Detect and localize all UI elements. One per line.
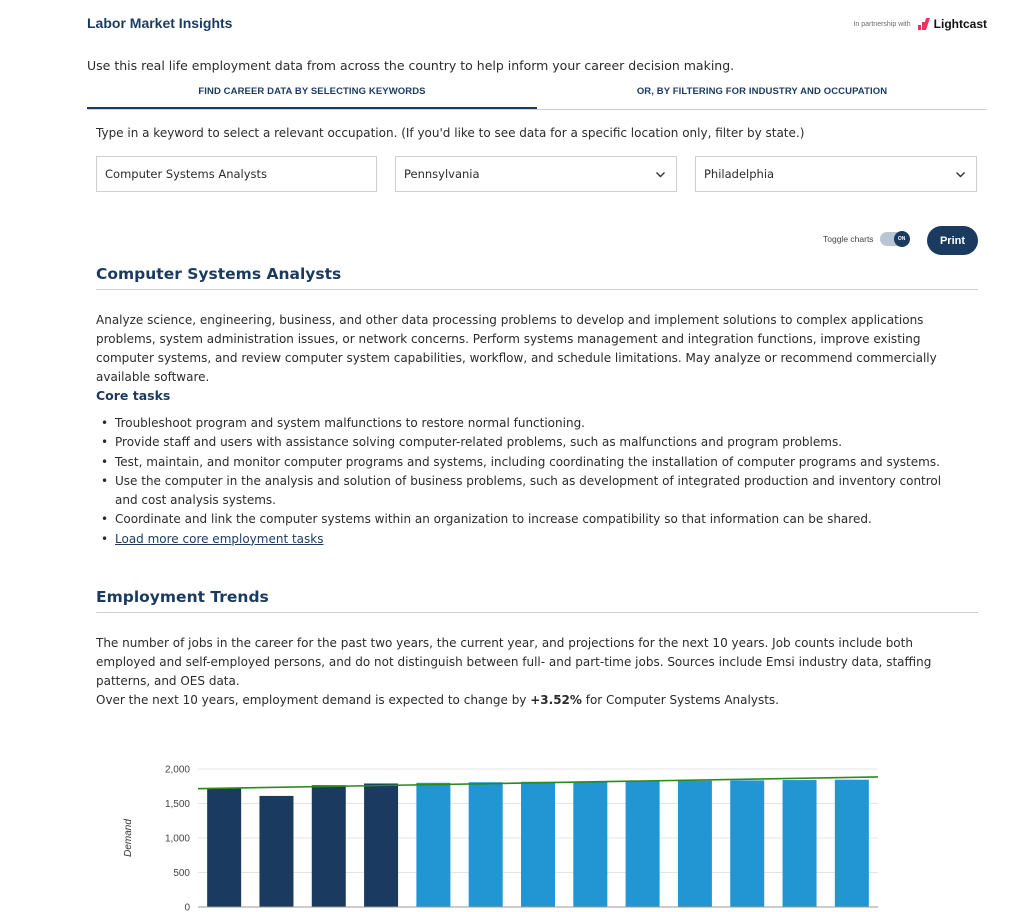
- search-hint: Type in a keyword to select a relevant occupation. (If you'd like to see data for a specific location only, filter by state.): [96, 126, 805, 140]
- historical-bar: [259, 796, 293, 907]
- historical-bar: [207, 788, 241, 907]
- projected-bar: [521, 782, 555, 907]
- task-item: [115, 530, 965, 549]
- task-item: • Test, maintain, and monitor computer programs and systems, including coordinating the installation of computer programs and systems.: [115, 453, 965, 472]
- partner-text: In partnership with: [853, 20, 911, 28]
- chevron-down-icon: [955, 169, 966, 180]
- projected-bar: [730, 780, 764, 907]
- occupation-description: Analyze science, engineering, business, and other data processing problems to develop and implement solutions to complex applications problems, system administration issues, or network concerns. Perform systems management and integration functions, improve existing computer systems, and review computer system capabilities, workflow, and schedule limitations. May analyze or recommend commercially available software.: [96, 313, 937, 384]
- y-axis-label: Demand: [123, 819, 134, 857]
- projected-bar: [416, 783, 450, 907]
- core-tasks-list: [115, 414, 965, 549]
- toggle-label: Toggle charts: [823, 234, 874, 244]
- summary-suffix: for Computer Systems Analysts.: [581, 693, 779, 707]
- y-tick-label: 0: [184, 902, 190, 912]
- employment-trends-description: The number of jobs in the career for the past two years, the current year, and projections for the next 10 years. Job counts include both employed and self-employed persons, and do not distinguish between full- and part-time jobs. Sources include Emsi industry data, staffing patterns, and OES data.: [96, 636, 932, 688]
- brand-name: Lightcast: [933, 17, 987, 31]
- core-tasks-heading: Core tasks: [96, 388, 171, 403]
- toggle-knob: ON: [894, 231, 910, 247]
- print-button[interactable]: Print: [927, 226, 978, 255]
- page-title: Labor Market Insights: [87, 15, 233, 31]
- y-tick-label: 500: [173, 868, 190, 879]
- task-item: • Provide staff and users with assistance solving computer-related problems, such as malfunctions and program problems.: [115, 433, 965, 452]
- y-tick-label: 1,000: [164, 833, 190, 845]
- projected-bar: [573, 781, 607, 907]
- task-item: • Troubleshoot program and system malfunctions to restore normal functioning.: [115, 414, 965, 433]
- summary-percent: +3.52%: [530, 693, 582, 707]
- task-item: • Coordinate and link the computer systems within an organization to increase compatibility so that information can be shared.: [115, 510, 965, 529]
- projected-bar: [835, 780, 869, 907]
- y-tick-label: 1,500: [164, 799, 190, 810]
- partner-badge: [853, 17, 987, 31]
- projected-bar: [678, 781, 712, 907]
- keyword-value: Computer Systems Analysts: [105, 167, 268, 181]
- historical-bar: [364, 783, 398, 907]
- state-select[interactable]: [395, 156, 677, 192]
- chart-toggle-control: [823, 232, 909, 246]
- employment-trends-summary: [96, 691, 976, 710]
- employment-trends-title: Employment Trends: [96, 588, 978, 613]
- intro-text: Use this real life employment data from across the country to help inform your career decision making.: [87, 58, 735, 73]
- task-item: • Use the computer in the analysis and solution of business problems, such as development of integrated production and inventory control and cost analysis systems.: [115, 472, 965, 511]
- load-more-tasks-link[interactable]: Load more core employment tasks: [115, 531, 324, 546]
- keyword-input[interactable]: [96, 156, 377, 192]
- projected-bar: [783, 780, 817, 907]
- chevron-down-icon: [655, 169, 666, 180]
- employment-demand-chart: [120, 760, 890, 912]
- state-value: Pennsylvania: [404, 167, 480, 181]
- y-tick-label: 2,000: [164, 764, 190, 776]
- tab-industry-occupation[interactable]: OR, BY FILTERING FOR INDUSTRY AND OCCUPATION: [636, 86, 888, 97]
- historical-bar: [312, 785, 346, 907]
- search-mode-tabs: [87, 80, 987, 110]
- chart-toggle[interactable]: [880, 232, 909, 246]
- projected-bar: [469, 782, 503, 907]
- lightcast-logo: [917, 17, 987, 31]
- city-value: Philadelphia: [704, 167, 775, 181]
- projected-bar: [626, 781, 660, 907]
- summary-prefix: Over the next 10 years, employment demand is expected to change by: [96, 693, 531, 707]
- occupation-title: Computer Systems Analysts: [96, 265, 978, 290]
- tab-keywords[interactable]: FIND CAREER DATA BY SELECTING KEYWORDS: [87, 80, 537, 109]
- lightcast-icon: [917, 18, 931, 31]
- city-select[interactable]: [695, 156, 977, 192]
